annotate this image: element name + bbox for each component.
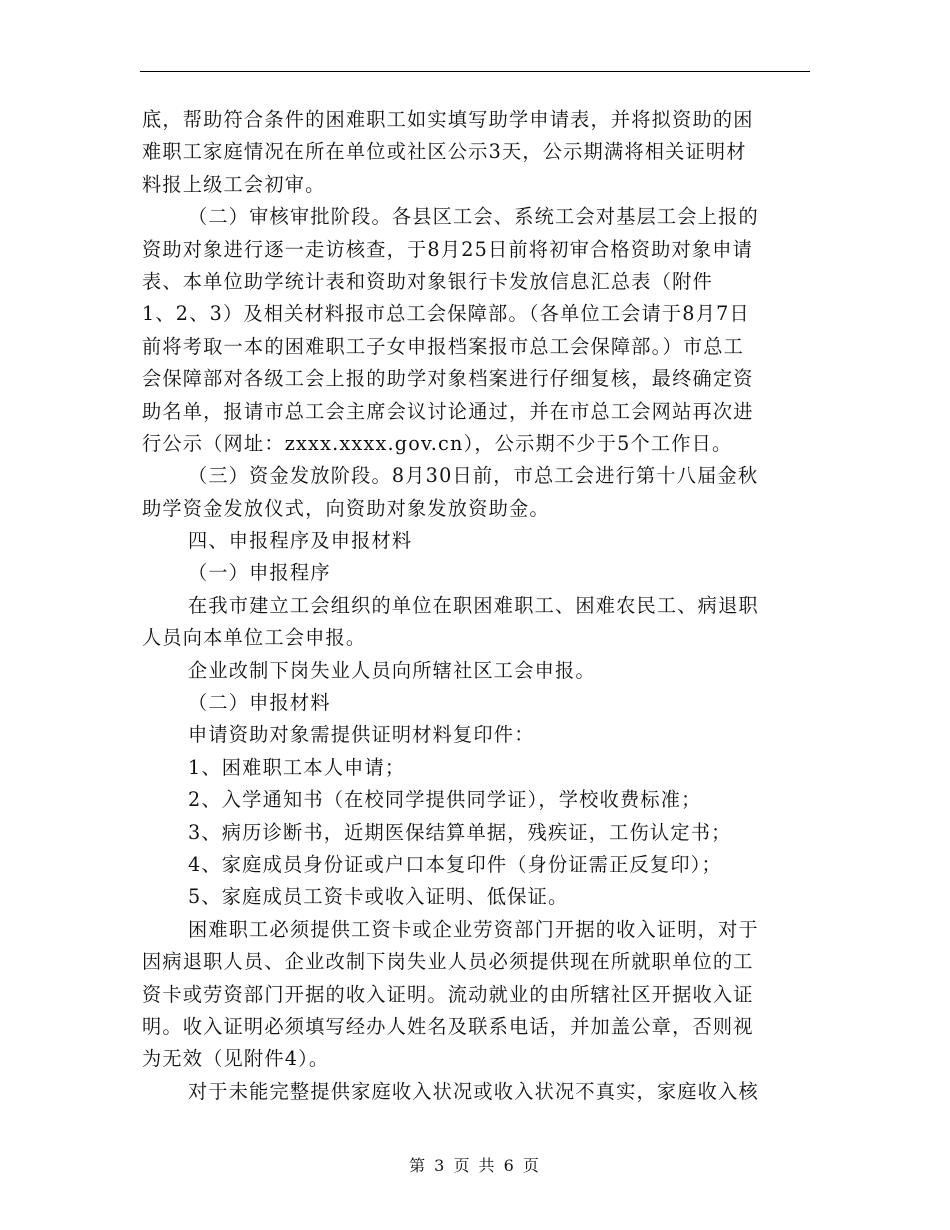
page-number-footer: 第 3 页 共 6 页 xyxy=(409,1156,541,1175)
text-line: 因病退职人员、企业改制下岗失业人员必须提供现在所就职单位的工 xyxy=(142,950,754,974)
text-line: 5、家庭成员工资卡或收入证明、低保证。 xyxy=(188,885,569,909)
text-line: （二）审核审批阶段。各县区工会、系统工会对基层工会上报的 xyxy=(188,205,759,229)
header-rule xyxy=(140,71,810,72)
text-line: 3、病历诊断书，近期医保结算单据，残疾证，工伤认定书； xyxy=(188,820,732,844)
text-line: 人员向本单位工会申报。 xyxy=(142,626,367,650)
text-line: （三）资金发放阶段。8月30日前，市总工会进行第十八届金秋 xyxy=(188,464,759,488)
text-line: 助名单，报请市总工会主席会议讨论通过，并在市总工会网站再次进 xyxy=(142,399,754,423)
text-line: 资助对象进行逐一走访核查，于8月25日前将初审合格资助对象申请 xyxy=(142,237,754,261)
text-line: 会保障部对各级工会上报的助学对象档案进行仔细复核，最终确定资 xyxy=(142,367,754,391)
text-line: 难职工家庭情况在所在单位或社区公示3天，公示期满将相关证明材 xyxy=(142,140,747,164)
text-line: 1、2、3）及相关材料报市总工会保障部。（各单位工会请于8月7日 xyxy=(142,302,750,326)
text-line: 前将考取一本的困难职工子女申报档案报市总工会保障部。）市总工 xyxy=(142,334,745,358)
text-line: 对于未能完整提供家庭收入状况或收入状况不真实，家庭收入核 xyxy=(188,1079,759,1103)
text-line: 助学资金发放仪式，向资助对象发放资助金。 xyxy=(142,496,550,520)
text-line: 申请资助对象需提供证明材料复印件： xyxy=(188,723,535,747)
text-line: 明。收入证明必须填写经办人姓名及联系电话，并加盖公章，否则视 xyxy=(142,1014,754,1038)
text-line: 4、家庭成员身份证或户口本复印件（身份证需正反复印）； xyxy=(188,852,722,876)
text-line: 料报上级工会初审。 xyxy=(142,172,326,196)
text-line: 困难职工必须提供工资卡或企业劳资部门开据的收入证明，对于 xyxy=(188,917,759,941)
text-line: （一）申报程序 xyxy=(188,561,331,585)
document-body xyxy=(142,104,810,1108)
text-line: 底，帮助符合条件的困难职工如实填写助学申请表，并将拟资助的困 xyxy=(142,108,754,131)
text-line: 2、入学通知书（在校同学提供同学证），学校收费标准； xyxy=(188,788,702,812)
text-line: 1、困难职工本人申请； xyxy=(188,755,406,779)
text-line: （二）申报材料 xyxy=(188,691,331,715)
text-line: 行公示（网址：zxxx.xxxx.gov.cn），公示期不少于5个工作日。 xyxy=(142,431,733,455)
text-line: 为无效（见附件4）。 xyxy=(142,1047,330,1071)
text-line: 表、本单位助学统计表和资助对象银行卡发放信息汇总表（附件 xyxy=(142,269,713,293)
text-line: 在我市建立工会组织的单位在职困难职工、困难农民工、病退职 xyxy=(188,593,759,617)
text-line: 资卡或劳资部门开据的收入证明。流动就业的由所辖社区开据收入证 xyxy=(142,982,754,1006)
text-line: 企业改制下岗失业人员向所辖社区工会申报。 xyxy=(188,658,596,682)
text-line: 四、申报程序及申报材料 xyxy=(188,529,413,553)
